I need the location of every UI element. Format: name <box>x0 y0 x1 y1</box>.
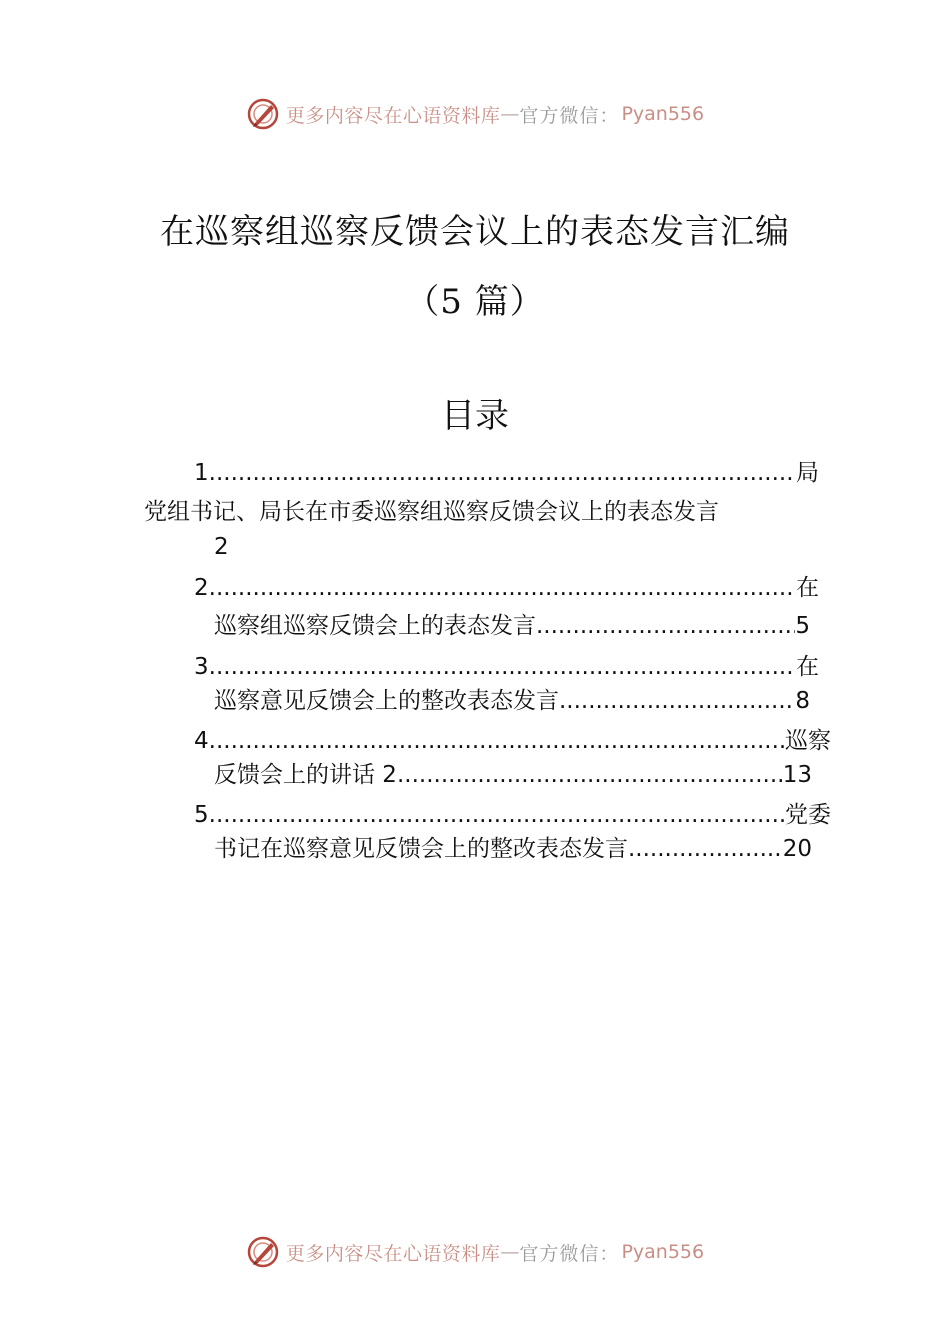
toc-entry-title-rest: 反馈会上的讲话 2 <box>214 762 397 788</box>
document-subtitle: （5 篇） <box>405 282 545 322</box>
toc-entry-3-line1[interactable] <box>194 652 819 682</box>
toc-leader-dots <box>209 573 796 603</box>
banner-wechat-label: 官方微信： <box>519 104 620 127</box>
toc-entry-number: 3 <box>194 654 209 680</box>
banner-wechat-label: 官方微信： <box>519 1242 620 1265</box>
toc-entry-number: 5 <box>194 802 209 828</box>
toc-entry-page: 5 <box>795 613 810 639</box>
toc-entry-4-line1[interactable] <box>194 726 831 756</box>
toc-heading: 目录 <box>441 396 509 436</box>
toc-entry-title-rest: 巡察组巡察反馈会上的表态发言 <box>214 613 536 639</box>
toc-entry-1-line2[interactable]: 党组书记、局长在市委巡察组巡察反馈会议上的表态发言 <box>144 499 719 525</box>
toc-entry-title-start: 局 <box>796 460 819 486</box>
toc-entry-title-start: 在 <box>796 575 819 601</box>
toc-leader-dots <box>209 726 785 756</box>
banner-brand: 更多内容尽在心语资料库 <box>285 1242 501 1265</box>
document-title: 在巡察组巡察反馈会议上的表态发言汇编 <box>160 212 790 252</box>
toc-leader-dots <box>536 611 795 641</box>
toc-entry-title-start: 巡察 <box>785 728 831 754</box>
toc-entry-page: 8 <box>795 688 810 714</box>
toc-entry-number: 1 <box>194 460 209 486</box>
banner-brand: 更多内容尽在心语资料库 <box>285 104 501 127</box>
toc-leader-dots <box>628 834 783 864</box>
toc-entry-5-line2[interactable] <box>214 834 812 864</box>
footer-banner <box>0 1232 950 1272</box>
toc-leader-dots <box>559 686 795 716</box>
toc-entry-1-page[interactable]: 2 <box>214 534 229 560</box>
toc-entry-title-start: 在 <box>796 654 819 680</box>
toc-entry-4-line2[interactable] <box>214 760 812 790</box>
toc-entry-2-line2[interactable] <box>214 611 810 641</box>
toc-entry-3-line2[interactable] <box>214 686 810 716</box>
banner-wechat-id: Pyan556 <box>621 103 705 125</box>
pen-seal-icon <box>246 1235 280 1269</box>
toc-entry-number: 2 <box>194 575 209 601</box>
toc-entry-2-line1[interactable] <box>194 573 819 603</box>
banner-separator: — <box>500 103 520 125</box>
toc-entry-page: 13 <box>782 762 812 788</box>
toc-entry-5-line1[interactable] <box>194 800 831 830</box>
banner-wechat-id: Pyan556 <box>621 1241 705 1263</box>
toc-entry-1-line1[interactable] <box>194 458 819 488</box>
banner-separator: — <box>500 1241 520 1263</box>
toc-entry-title-rest: 书记在巡察意见反馈会上的整改表态发言 <box>214 836 628 862</box>
toc-leader-dots <box>209 458 796 488</box>
toc-entry-title-start: 党委 <box>785 802 831 828</box>
toc-entry-title-rest: 巡察意见反馈会上的整改表态发言 <box>214 688 559 714</box>
toc-leader-dots <box>209 652 796 682</box>
toc-leader-dots <box>397 760 783 790</box>
toc-entry-number: 4 <box>194 728 209 754</box>
toc-leader-dots <box>209 800 785 830</box>
toc-entry-page: 20 <box>782 836 812 862</box>
